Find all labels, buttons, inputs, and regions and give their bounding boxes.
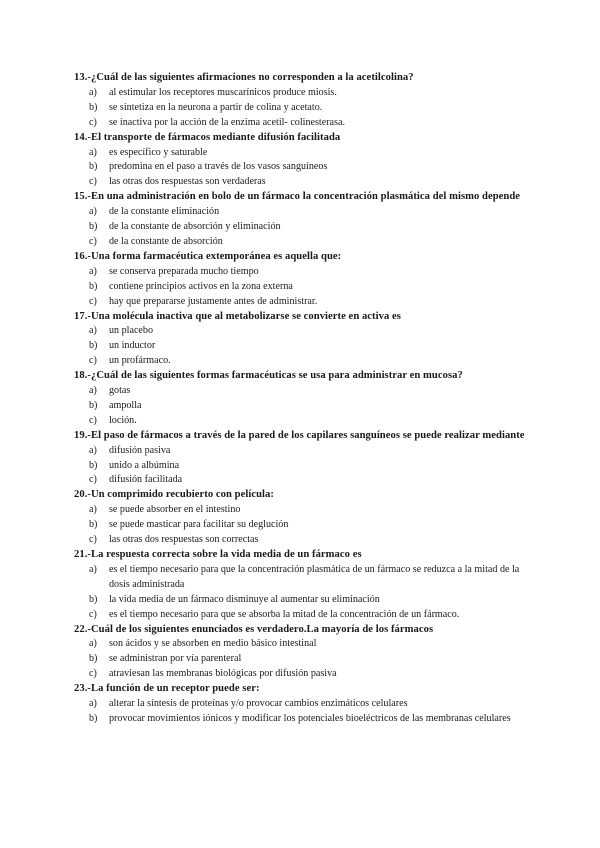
option-letter: c): [89, 414, 97, 426]
option-text: un inductor: [109, 340, 156, 352]
answer-option: [74, 473, 534, 488]
option-letter: c): [89, 116, 97, 128]
question-text: 16.-Una forma farmacéutica extemporánea es aquella que:: [74, 250, 342, 262]
option-text: se sintetiza en la neurona a partir de colina y acetato.: [109, 101, 323, 113]
question-text: 14.-El transporte de fármacos mediante difusión facilitada: [74, 131, 341, 143]
question-text: 19.-El paso de fármacos a través de la pared de los capilares sanguíneos se puede realizar mediante: [74, 429, 525, 441]
option-letter: a): [89, 146, 97, 158]
option-text: se inactiva por la acción de la enzima acetil- colinesterasa.: [109, 116, 345, 128]
answer-option: [74, 637, 534, 652]
option-letter: a): [89, 698, 97, 710]
answer-option: [74, 354, 534, 369]
option-letter: b): [89, 340, 98, 352]
answer-option: [74, 518, 534, 533]
option-text: se administran por vía parenteral: [109, 653, 242, 665]
answer-option: [74, 712, 534, 727]
option-letter: b): [89, 280, 98, 292]
answer-option: [74, 697, 534, 712]
option-text: es específico y saturable: [109, 146, 208, 158]
option-letter: b): [89, 593, 98, 605]
question-text: 13.-¿Cuál de las siguientes afirmaciones no corresponden a la acetilcolina?: [74, 72, 414, 83]
option-letter: b): [89, 712, 98, 724]
option-text: predomina en el paso a través de los vasos sanguíneos: [109, 161, 328, 173]
answer-option: [74, 220, 534, 235]
option-letter: a): [89, 325, 97, 337]
answer-option: [74, 563, 534, 593]
option-letter: a): [89, 563, 97, 575]
answer-option: [74, 116, 534, 131]
answer-option: [74, 175, 534, 190]
answer-option: [74, 667, 534, 682]
option-letter: a): [89, 504, 97, 516]
option-text: de la constante de absorción y eliminación: [109, 221, 281, 233]
option-text: la vida media de un fármaco disminuye al aumentar su eliminación: [109, 593, 380, 605]
question-text: 17.-Una molécula inactiva que al metabolizarse se convierte en activa es: [74, 310, 401, 322]
option-text: loción.: [109, 414, 137, 426]
option-letter: c): [89, 235, 97, 247]
answer-option: [74, 205, 534, 220]
answer-option: [74, 399, 534, 414]
answer-option: [74, 593, 534, 608]
question-text: 21.-La respuesta correcta sobre la vida media de un fármaco es: [74, 549, 362, 560]
option-text: atraviesan las membranas biológicas por difusión pasiva: [109, 668, 337, 680]
option-text: alterar la síntesis de proteínas y/o provocar cambios enzimáticos celulares: [109, 698, 408, 710]
option-text: un placebo: [109, 325, 154, 337]
answer-option: [74, 280, 534, 295]
option-text: un profármaco.: [109, 355, 171, 367]
option-text: al estimular los receptores muscarínicos produce miosis.: [109, 86, 337, 98]
option-letter: b): [89, 221, 98, 233]
option-letter: c): [89, 534, 97, 546]
answer-option: [74, 160, 534, 175]
option-text: de la constante de absorción: [109, 235, 223, 247]
option-text: son ácidos y se absorben en medio básico intestinal: [109, 638, 317, 650]
option-text: gotas: [109, 385, 131, 397]
option-text: es el tiempo necesario para que la concentración plasmática de un fármaco se reduzca a la mitad de la dosis administrada: [109, 563, 520, 590]
option-text: difusión facilitada: [109, 474, 183, 486]
option-text: difusión pasiva: [109, 444, 171, 456]
option-letter: c): [89, 668, 97, 680]
answer-option: [74, 265, 534, 280]
option-letter: a): [89, 444, 97, 456]
answer-option: [74, 533, 534, 548]
answer-option: [74, 324, 534, 339]
option-letter: c): [89, 474, 97, 486]
option-text: unido a albúmina: [109, 459, 180, 471]
answer-option: [74, 101, 534, 116]
answer-option: [74, 86, 534, 101]
option-letter: a): [89, 638, 97, 650]
answer-option: [74, 384, 534, 399]
question-text: 23.-La función de un receptor puede ser:: [74, 683, 260, 695]
answer-option: [74, 444, 534, 459]
answer-option: [74, 652, 534, 667]
option-letter: c): [89, 176, 97, 188]
option-letter: c): [89, 355, 97, 367]
option-letter: a): [89, 206, 97, 218]
option-letter: b): [89, 161, 98, 173]
option-letter: a): [89, 86, 97, 98]
question-text: 15.-En una administración en bolo de un fármaco la concentración plasmática del mismo depende: [74, 191, 521, 203]
option-text: se conserva preparada mucho tiempo: [109, 265, 259, 277]
option-letter: b): [89, 653, 98, 665]
option-text: las otras dos respuestas son correctas: [109, 534, 259, 546]
option-text: se puede absorber en el intestino: [109, 504, 241, 516]
answer-option: [74, 503, 534, 518]
option-letter: b): [89, 519, 98, 531]
option-letter: b): [89, 459, 98, 471]
answer-option: [74, 414, 534, 429]
option-letter: a): [89, 385, 97, 397]
option-letter: c): [89, 295, 97, 307]
option-text: es el tiempo necesario para que se absorba la mitad de la concentración de un fármaco.: [109, 608, 460, 620]
option-text: ampolla: [109, 399, 142, 411]
answer-option: [74, 608, 534, 623]
option-letter: c): [89, 608, 97, 620]
answer-option: [74, 295, 534, 310]
option-text: provocar movimientos iónicos y modificar los potenciales bioeléctricos de las membranas celulares: [109, 712, 511, 724]
option-letter: b): [89, 101, 98, 113]
question-text: 18.-¿Cuál de las siguientes formas farmacéuticas se usa para administrar en mucosa?: [74, 370, 463, 382]
option-text: se puede masticar para facilitar su deglución: [109, 519, 289, 531]
answer-option: [74, 235, 534, 250]
question-text: 20.-Un comprimido recubierto con película:: [74, 489, 274, 501]
option-text: las otras dos respuestas son verdaderas: [109, 176, 266, 188]
answer-option: [74, 459, 534, 474]
question-text: 22.-Cuál de los siguientes enunciados es verdadero.La mayoría de los fármacos: [74, 623, 434, 635]
question-list: [74, 71, 534, 727]
answer-option: [74, 146, 534, 161]
answer-option: [74, 339, 534, 354]
option-text: de la constante eliminación: [109, 206, 220, 218]
option-text: hay que prepararse justamente antes de administrar.: [109, 295, 318, 307]
option-text: contiene principios activos en la zona externa: [109, 280, 293, 292]
option-letter: b): [89, 399, 98, 411]
option-letter: a): [89, 265, 97, 277]
